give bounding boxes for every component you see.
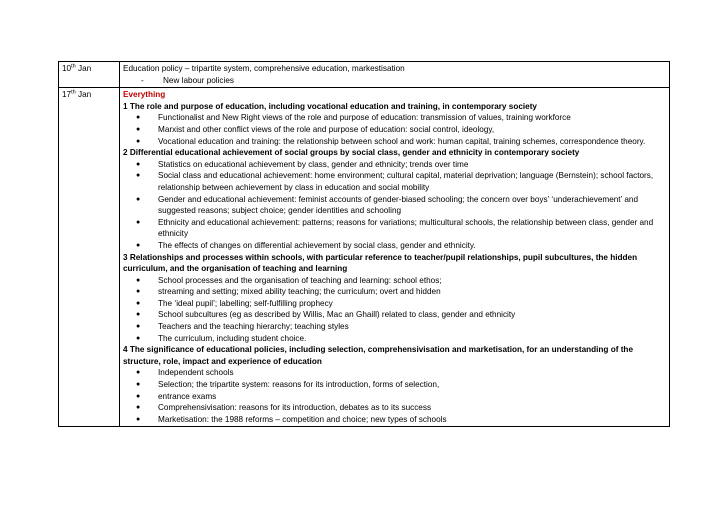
bullet-icon: ● xyxy=(136,137,141,145)
bullet-icon: ● xyxy=(136,114,141,122)
date-cell xyxy=(59,62,120,88)
list-item xyxy=(123,333,664,345)
list-item-text: Marxist and other conflict views of the role and purpose of education: social control, ideology, xyxy=(158,124,495,134)
list-item xyxy=(123,298,664,310)
bullet-icon: ● xyxy=(136,299,141,307)
bullet-icon: ● xyxy=(136,218,141,226)
list-item xyxy=(123,240,664,252)
bullet-icon: ● xyxy=(136,172,141,180)
list-item-text: Comprehensivisation: reasons for its introduction, debates as to its success xyxy=(158,403,432,413)
list-item-text: Ethnicity and educational achievement: patterns; reasons for variations; multicultural schools, the relationship between class, gender and ethnicity xyxy=(158,217,654,239)
list-item-text: entrance exams xyxy=(158,391,217,401)
list-item-text: Gender and educational achievement: feminist accounts of gender-biased schooling; the concern over boys’ ‘underachievement’ and suggested reasons; subject choice; gender identities and schooling xyxy=(158,194,639,216)
list-item xyxy=(123,159,664,171)
bullet-list xyxy=(123,159,664,252)
list-item xyxy=(123,194,664,217)
content-cell xyxy=(120,62,670,88)
section-title: 1 The role and purpose of education, including vocational education and training, in contemporary society xyxy=(123,101,537,111)
list-item-text: Teachers and the teaching hierarchy; teaching styles xyxy=(158,322,349,332)
list-item xyxy=(123,124,664,136)
section-title: 3 Relationships and processes within schools, with particular reference to teacher/pupil relationships, pupil subcultures, the hidden curriculum, and the organisation of teaching and learning xyxy=(123,252,638,274)
bullet-icon: ● xyxy=(136,311,141,319)
list-item-text: The curriculum, including student choice. xyxy=(158,333,307,343)
bullet-icon: ● xyxy=(136,404,141,412)
bullet-icon: ● xyxy=(136,195,141,203)
list-item-text: The effects of changes on differential achievement by social class, gender and ethnicity. xyxy=(158,240,476,250)
table-row xyxy=(59,62,670,88)
list-item xyxy=(123,170,664,193)
bullet-icon: ● xyxy=(136,369,141,377)
list-item xyxy=(123,217,664,240)
list-item xyxy=(123,402,664,414)
list-item xyxy=(123,367,664,379)
bullet-icon: ● xyxy=(136,241,141,249)
schedule-table xyxy=(58,61,670,427)
list-item-text: The ‘ideal pupil’; labelling; self-fulfilling prophecy xyxy=(158,298,333,308)
sub-item xyxy=(123,75,664,87)
bullet-icon: ● xyxy=(136,125,141,133)
list-item xyxy=(123,112,664,124)
content-cell xyxy=(120,88,670,427)
section-title: 2 Differential educational achievement of social groups by social class, gender and ethnicity in contemporary society xyxy=(123,148,580,158)
list-item xyxy=(123,309,664,321)
bullet-icon: ● xyxy=(136,160,141,168)
date-day: 10 xyxy=(62,64,72,73)
everything-heading: Everything xyxy=(123,90,166,100)
bullet-list xyxy=(123,275,664,345)
bullet-icon: ● xyxy=(136,323,141,331)
date-day: 17 xyxy=(62,90,72,100)
date-month: Jan xyxy=(77,90,92,100)
date-cell xyxy=(59,88,120,427)
bullet-icon: ● xyxy=(136,392,141,400)
bullet-icon: ● xyxy=(136,415,141,423)
list-item xyxy=(123,275,664,287)
list-item-text: streaming and setting; mixed ability teaching; the curriculum; overt and hidden xyxy=(158,287,441,297)
list-item xyxy=(123,379,664,391)
list-item-text: Marketisation: the 1988 reforms – competition and choice; new types of schools xyxy=(158,414,447,424)
bullet-icon: ● xyxy=(136,288,141,296)
list-item xyxy=(123,136,664,148)
topic-line: Education policy – tripartite system, comprehensive education, markestisation xyxy=(123,64,405,73)
date-suffix: th xyxy=(71,89,76,96)
date-suffix: th xyxy=(71,63,76,70)
bullet-icon: ● xyxy=(136,334,141,342)
list-item xyxy=(123,414,664,426)
list-item-text: Statistics on educational achievement by class, gender and ethnicity; trends over time xyxy=(158,159,469,169)
list-item xyxy=(123,321,664,333)
bullet-icon: ● xyxy=(136,381,141,389)
list-item xyxy=(123,391,664,403)
list-item-text: Independent schools xyxy=(158,368,234,378)
list-item-text: Selection; the tripartite system: reasons for its introduction, forms of selection, xyxy=(158,380,440,390)
date-month: Jan xyxy=(77,64,92,73)
sub-item-text: New labour policies xyxy=(163,75,234,85)
list-item-text: Functionalist and New Right views of the role and purpose of education: transmission of values, training workforce xyxy=(158,113,571,123)
bullet-list xyxy=(123,367,664,425)
list-item-text: School processes and the organisation of teaching and learning: school ethos; xyxy=(158,275,442,285)
section-title: 4 The significance of educational policies, including selection, comprehensivisation and marketisation, for an understanding of the structure, role, impact and experience of education xyxy=(123,345,633,366)
bullet-icon: ● xyxy=(136,276,141,284)
bullet-list xyxy=(123,112,664,147)
table-row xyxy=(59,88,670,427)
list-item xyxy=(123,286,664,298)
list-item-text: Vocational education and training: the relationship between school and work: human capital, training schemes, correspondence theory. xyxy=(158,136,646,146)
list-item-text: School subcultures (eg as described by Willis, Mac an Ghaill) related to class, gender and ethnicity xyxy=(158,310,516,320)
dash-marker: - xyxy=(141,75,144,85)
list-item-text: Social class and educational achievement: home environment; cultural capital, material deprivation; language (Bernstein); school factors, relationship between achievement by class in education and social mobility xyxy=(158,171,654,192)
